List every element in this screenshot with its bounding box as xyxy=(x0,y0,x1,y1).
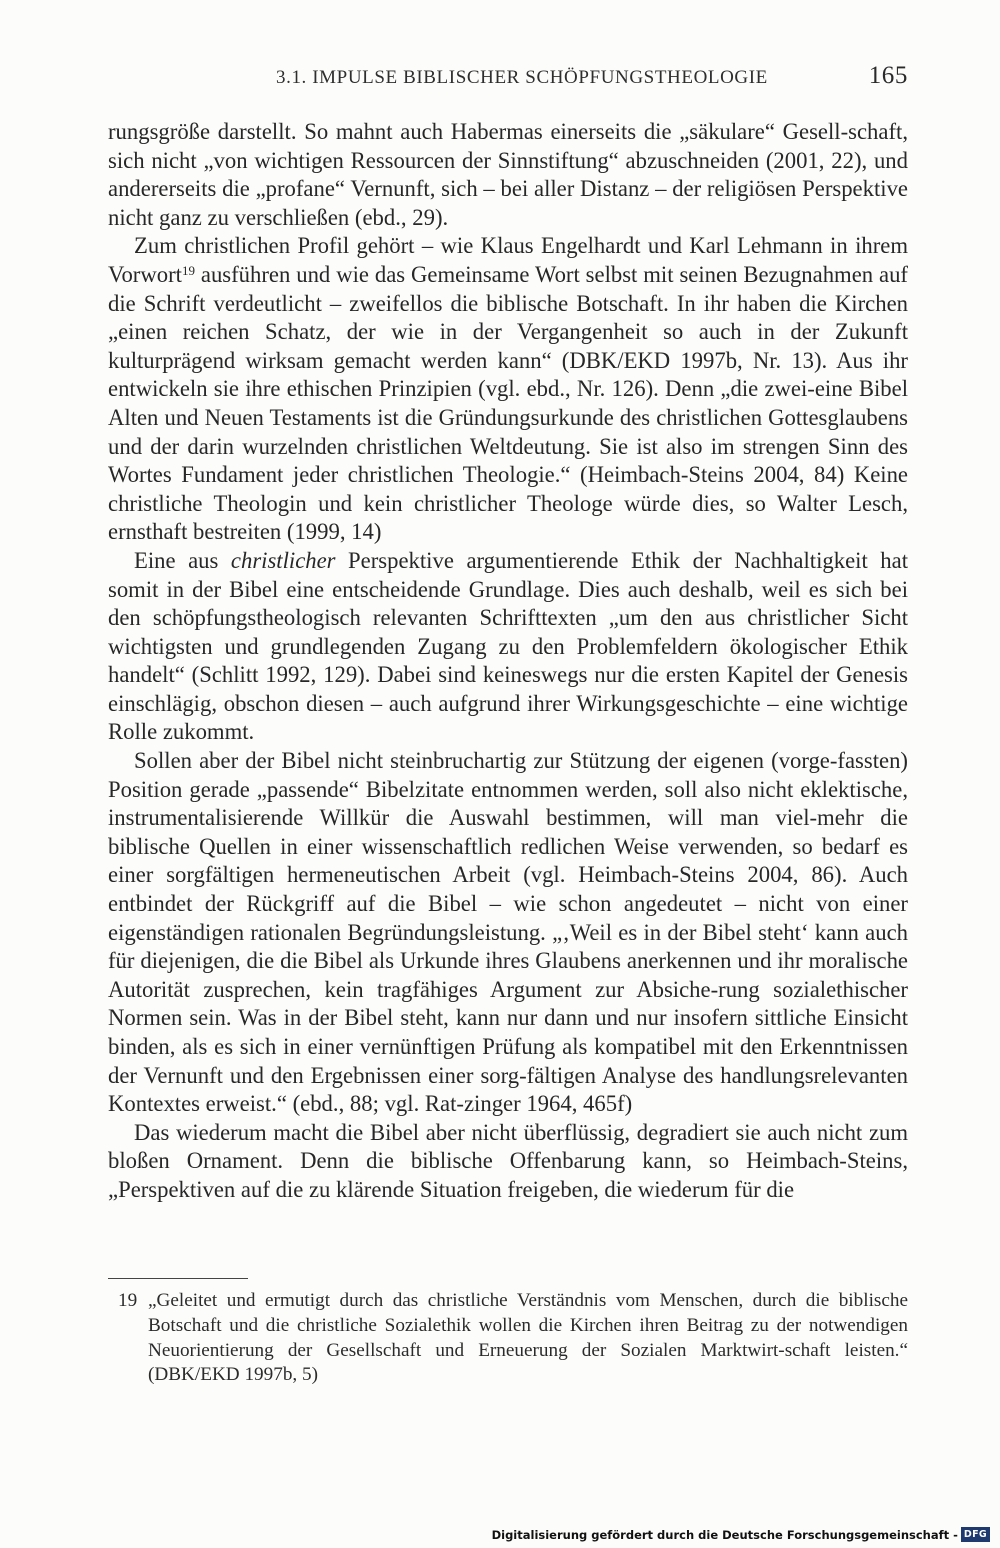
footnote-number: 19 xyxy=(118,1290,138,1311)
main-text xyxy=(108,118,908,1205)
dfg-logo: DFG xyxy=(961,1527,990,1542)
paragraph-3-part-a: Eine aus xyxy=(134,547,231,573)
paragraph-1: rungsgröße darstellt. So mahnt auch Habermas einerseits die „säkulare“ Gesell-schaft, sich nicht „von wichtigen Ressourcen der Sinnstiftung“ abzuschneiden (2001, 22), und andererseits die „profane“ Vernunft, sich – bei aller Distanz – der religiösen Perspektive nicht ganz zu verschließen (ebd., 29). xyxy=(108,119,908,230)
paragraph-2-part-a: Zum christlichen Profil gehört – wie Klaus Engelhardt und Karl Lehmann in ihrem Vorwort xyxy=(108,233,908,287)
footnote-separator xyxy=(108,1278,248,1279)
footnote-19 xyxy=(108,1289,908,1388)
footnote-reference-19[interactable]: 19 xyxy=(181,262,195,278)
running-title: 3.1. IMPULSE BIBLISCHER SCHÖPFUNGSTHEOLOGIE xyxy=(276,67,768,88)
paragraph-3-part-b: Perspektive argumentierende Ethik der Nachhaltigkeit hat somit in der Bibel eine entscheidende Grundlage. Dies auch deshalb, weil es sich bei den schöpfungstheologisch relevanten Schrifttexten „um den aus christlicher Sicht wichtigsten und grundlegenden Zugang zu den Problemfeldern ökologischer Ethik handelt“ (Schlitt 1992, 129). Dabei sind keineswegs nur die ersten Kapitel der Genesis einschlägig, obschon diesen – auch aufgrund ihrer Wirkungsgeschichte – eine wichtige Rolle zukommt. xyxy=(108,547,909,745)
paragraph-2 xyxy=(108,232,908,547)
footnote-text: „Geleitet und ermutigt durch das christliche Verständnis vom Menschen, durch die biblische Botschaft und die christliche Sozialethik wollen die Kirchen ihren Beitrag zu der notwendigen Neuorientierung der Gesellschaft und Erneuerung der Sozialen Marktwirt-schaft leisten.“ (DBK/EKD 1997b, 5) xyxy=(148,1290,908,1386)
digitization-notice xyxy=(492,1527,990,1542)
paragraph-3 xyxy=(108,547,908,747)
page-header xyxy=(108,62,908,96)
paragraph-2-part-b: ausführen und wie das Gemeinsame Wort selbst mit seinen Bezugnahmen auf die Schrift verdeutlicht – zweifellos die biblische Botschaft. In ihr haben die Kirchen „einen reichen Schatz, der wie in der Vergangenheit so auch in der Zukunft kulturprägend wirksam gemacht werden kann“ (DBK/EKD 1997b, Nr. 13). Aus ihr entwickeln sie ihre ethischen Prinzipien (vgl. ebd., Nr. 126). Denn „die zwei-eine Bibel Alten und Neuen Testaments ist die Gründungsurkunde des christlichen Gottesglaubens und der darin wurzelnden christlichen Weltdeutung. Sie ist also im strengen Sinn des Wortes Fundament jeder christlichen Theologie.“ (Heimbach-Steins 2004, 84) Keine christliche Theologin und kein christlicher Theologe würde dies, so Walter Lesch, ernsthaft bestreiten (1999, 14) xyxy=(108,261,908,545)
paragraph-5: Das wiederum macht die Bibel aber nicht überflüssig, degradiert sie auch nicht zum bloßen Ornament. Denn die biblische Offenbarung kann, so Heimbach-Steins, „Perspektiven auf die zu klärende Situation freigeben, die wiederum für die xyxy=(108,1119,908,1202)
paragraph-4: Sollen aber der Bibel nicht steinbruchartig zur Stützung der eigenen (vorge-fassten) Position gerade „passende“ Bibelzitate entnommen werden, soll also nicht eklektische, instrumentalisierende Willkür die Auswahl bestimmen, will man viel-mehr die biblische Quellen in einer wissenschaftlich redlichen Weise verwenden, so bedarf es einer sorgfältigen hermeneutischen Arbeit (vgl. Heimbach-Steins 2004, 86). Auch entbindet der Rückgriff auf die Bibel – wie schon angedeutet – nicht von einer eigenständigen rationalen Begründungsleistung. „‚Weil es in der Bibel steht‘ kann auch für diejenigen, die die Bibel als Urkunde ihres Glaubens anerkennen und ihr moralische Autorität zusprechen, kein tragfähiges Argument zur Absiche-rung sozialethischer Normen sein. Was in der Bibel steht, kann nur dann und nur insofern sittliche Einsicht binden, als es sich in einer vernünftigen Prüfung als kompatibel mit den Erkenntnissen der Vernunft und den Ergebnissen einer sorg-fältigen Analyse des handlungsrelevanten Kontextes erweist.“ (ebd., 88; vgl. Rat-zinger 1964, 465f) xyxy=(108,748,908,1117)
page-number: 165 xyxy=(868,62,908,89)
digitization-text: Digitalisierung gefördert durch die Deutsche Forschungsgemeinschaft - xyxy=(491,1527,958,1542)
emphasized-word: christlicher xyxy=(230,547,336,573)
